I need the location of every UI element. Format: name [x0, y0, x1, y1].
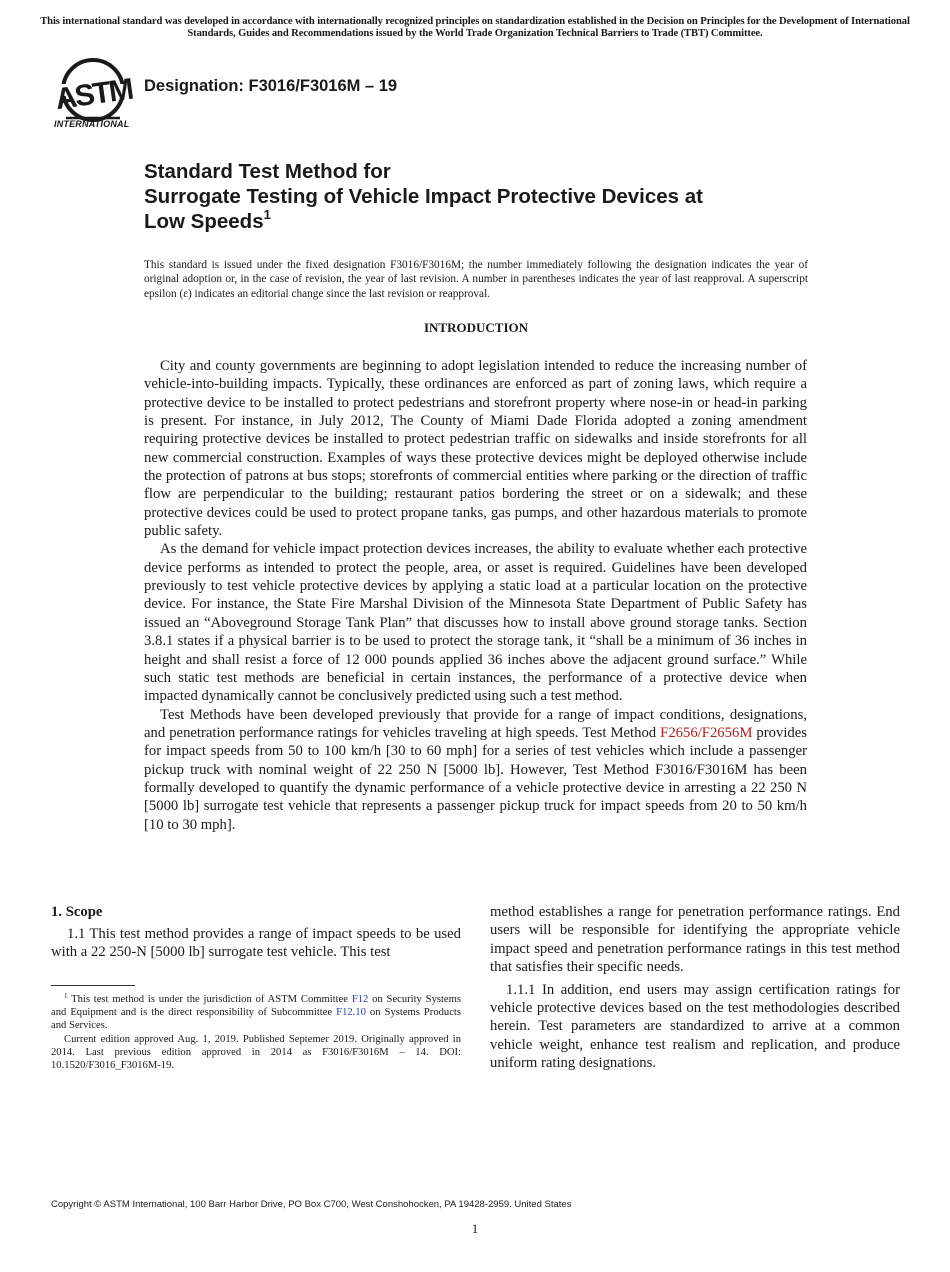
- footnote-divider: [51, 985, 135, 986]
- title-line-2: Surrogate Testing of Vehicle Impact Protective Devices at: [144, 185, 704, 208]
- intro-paragraph-3: Test Methods have been developed previously that provide for a range of impact conditions, designations, and penetration performance ratings for vehicles traveling at high speeds. Test Method F2656/F2656M provides for impact speeds from 50 to 100 km/h [30 to 60 mph] for a series of test vehicles which include a passenger pickup truck with nominal weight of 22 250 N [5000 lb]. However, Test Method F3016/F3016M has been formally developed to quantify the dynamic performance of a vehicle protective device in arresting a 22 250 N [5000 lb] surrogate test vehicle that represents a passenger pickup truck for impact speeds from 20 to 50 km/h [10 to 30 mph].: [144, 706, 807, 833]
- astm-logo: [52, 56, 134, 132]
- issuance-statement: This standard is issued under the fixed designation F3016/F3016M; the number immediately following the designation indicates the year of original adoption or, in the case of revision, the year of last revision. A number in parentheses indicates the year of last reapproval. A superscript epsilon (ε) indicates an editorial change since the last revision or reapproval.: [144, 259, 808, 300]
- title-line-1: Standard Test Method for: [144, 160, 391, 183]
- introduction-body: [144, 357, 807, 834]
- scope-1-1-part-b: method establishes a range for penetration performance ratings. End users will be responsible for identifying the appropriate vehicle impact speed and penetration performance ratings in this test method that satisfies their specific needs.: [490, 904, 900, 976]
- footnote-1: $^1$ This test method is under the jurisdiction of ASTM Committee F12 on Security Systems and Equipment and is the direct responsibility of Subcommittee F12.10 on Systems Products and Services.: [51, 992, 461, 1032]
- copyright-notice: Copyright © ASTM International, 100 Barr Harbor Drive, PO Box C700, West Conshohocken, PA 19428-2959. United States: [51, 1199, 572, 1210]
- scope-heading: 1. Scope: [51, 904, 103, 920]
- tbt-notice: This international standard was developed in accordance with internationally recognized principles on standardization established in the Decision on Principles for the Development of International Standards, Guides and Recommendations issued by the World Trade Organization Technical Barriers to Trade (TBT) Committee.: [40, 16, 910, 39]
- intro-paragraph-2: As the demand for vehicle impact protection devices increases, the ability to evaluate whether each protective device performs as intended to protect the people, area, or asset is required. Guidelines have been developed previously to test vehicle protective devices by applying a static load at a particular location on the protective device. For instance, the State Fire Marshal Division of the Minnesota State Department of Public Safety has issued an “Aboveground Storage Tank Plan” that discusses how to install above ground storage tanks. Section 3.8.1 states if a physical barrier is to be used to protect the storage tank, it “shall be a minimum of 36 inches in height and shall resist a force of 12 000 pounds applied 36 inches above the adjacent ground surface.” While such static test methods are beneficial in certain instances, the performance of a protective device when impacted dynamically cannot be conclusively predicted using such a test method.: [144, 541, 807, 705]
- astm-wordmark: INTERNATIONAL: [54, 119, 130, 129]
- intro-paragraph-1: City and county governments are beginning to adopt legislation intended to reduce the increasing number of vehicle-into-building impacts. Typically, these ordinances are enforced as part of zoning laws, which require a protective device to be installed to protect pedestrians and storefront property where nose-in or head-in parking is present. For instance, in July 2012, The County of Miami Dade Florida adopted a zoning amendment requiring protective devices be installed to protect pedestrian traffic on sidewalks and inside storefronts for all new commercial construction. Examples of ways these protective devices might be deployed otherwise include the protection of patrons at bus stops; storefronts of commercial entities where parking or the direction of traffic flow are perpendicular to the building; restaurant patios bordering the street or on a sidewalk; and these protective devices could be used to protect propane tanks, gas pumps, and other hazardous materials to promote public safety.: [144, 358, 807, 540]
- page-number: 1: [471, 1221, 479, 1236]
- svg-text:ASTM: ASTM: [53, 72, 134, 117]
- footnotes: [51, 993, 461, 1072]
- scope-1-1-part-a: 1.1 This test method provides a range of impact speeds to be used with a 22 250-N [5000 lb] surrogate test vehicle. This test: [51, 926, 461, 961]
- scope-1-1-1: 1.1.1 In addition, end users may assign certification ratings for vehicle protective devices based on the test methodologies described herein. Test parameters are standardized to arrive at a common vehicle weight, enhance test realism and replication, and produce uniform rating designations.: [490, 981, 900, 1072]
- title-line-3: Low Speeds$^1$: [144, 207, 271, 233]
- left-column: [51, 903, 461, 962]
- right-column: [490, 903, 900, 1073]
- designation: Designation: F3016/F3016M – 19: [144, 77, 398, 95]
- edition-note: Current edition approved Aug. 1, 2019. Published Septemer 2019. Originally approved in 2014. Last previous edition approved in 2014 as F3016/F3016M – 14. DOI: 10.1520/F3016_F3016M-19.: [51, 1033, 461, 1072]
- title-footnote-ref: 1: [263, 207, 271, 222]
- link-committee-f12[interactable]: F12: [351, 994, 369, 1005]
- introduction-heading: INTRODUCTION: [423, 320, 528, 335]
- link-subcommittee-f12-10[interactable]: F12.10: [336, 1007, 366, 1019]
- document-title: [144, 159, 844, 234]
- link-f2656[interactable]: F2656/F2656M: [660, 724, 753, 741]
